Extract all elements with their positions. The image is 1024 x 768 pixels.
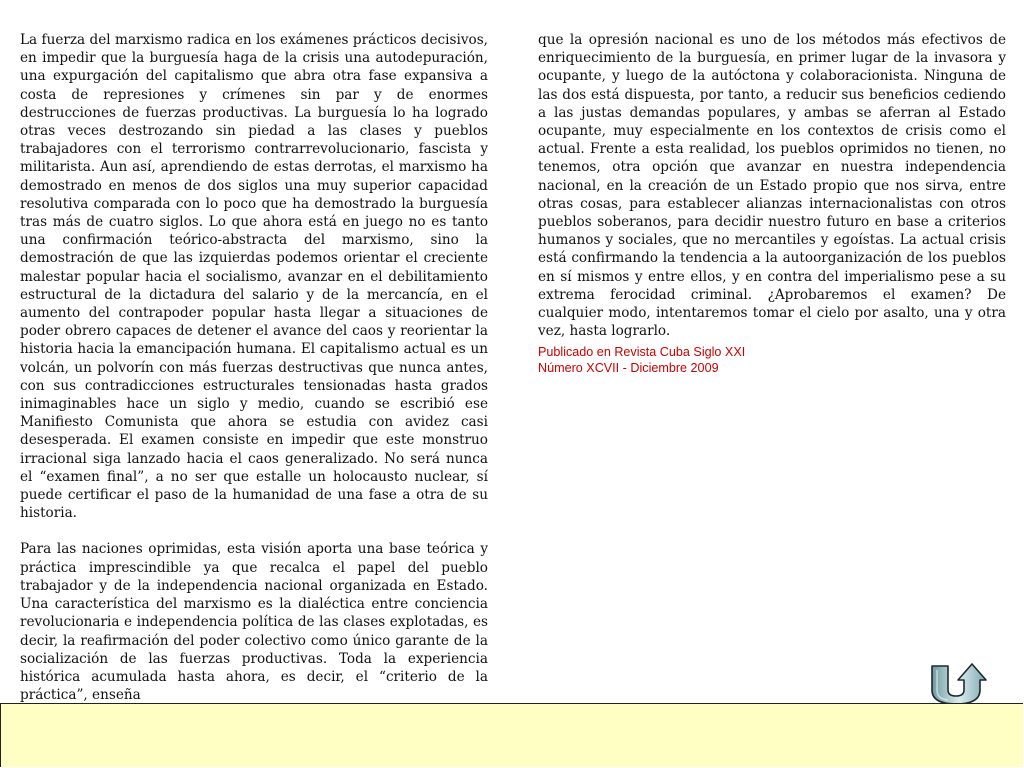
article-left-column bbox=[20, 31, 488, 704]
return-button[interactable] bbox=[928, 662, 990, 706]
article-paragraph-2: Para las naciones oprimidas, esta visión aporta una base teórica y práctica imprescindible ya que recalca el papel del pueblo trabajador y de la independencia nacional organizada en Estado. Una característica del marxismo es la dialéctica entre conciencia revolucionaria e independencia política de las clases explotadas, es decir, la reafirmación del poder colectivo como único garante de la socialización de las fuerzas productivas. Toda la experiencia histórica acumulada hasta ahora, es decir, el “criterio de la práctica”, enseña bbox=[20, 541, 488, 704]
footer-bar bbox=[0, 703, 1023, 767]
credit-line-issue: Número XCVII - Diciembre 2009 bbox=[538, 360, 719, 375]
article-paragraph-3: que la opresión nacional es uno de los métodos más efectivos de enriquecimiento de la burguesía, en primer lugar de la invasora y ocupante, y luego de la autóctona y colaboracionista. Ninguna de las dos está dispuesta, por tanto, a reducir sus beneficios cediendo a las justas demandas populares, y ambas se aferran al Estado ocupante, muy especialmente en los contextos de crisis como el actual. Frente a esta realidad, los pueblos oprimidos no tienen, no tenemos, otra opción que avanzar en nuestra independencia nacional, en la creación de un Estado propio que nos sirva, entre otras cosas, para establecer alianzas internacionalistas con otros pueblos soberanos, para decidir nuestro futuro en base a criterios humanos y sociales, que no mercantiles y egoístas. La actual crisis está confirmando la tendencia a la autoorganización de los pueblos en sí mismos y entre ellos, y en contra del imperialismo pese a su extrema ferocidad criminal. ¿Aprobaremos el examen? De cualquier modo, intentaremos tomar el cielo por asalto, una y otra vez, hasta lograrlo. bbox=[538, 32, 1006, 340]
publication-credit bbox=[538, 345, 998, 376]
return-arrow-icon bbox=[928, 662, 990, 706]
article-paragraph-1: La fuerza del marxismo radica en los exámenes prácticos decisivos, en impedir que la burguesía haga de la crisis una autodepuración, una expurgación del capitalismo que abra otra fase expansiva a costa de represiones y crímenes sin par y de enormes destrucciones de fuerzas productivas. La burguesía lo ha logrado otras veces destrozando sin piedad a las clases y pueblos trabajadores con el terrorismo contrarrevolucionario, fascista y militarista. Aun así, aprendiendo de estas derrotas, el marxismo ha demostrado en menos de dos siglos una muy superior capacidad resolutiva comparada con lo poco que ha demostrado la burguesía tras más de cuatro siglos. Lo que ahora está en juego no es tanto una confirmación teórico-abstracta del marxismo, sino la demostración de que las izquierdas podemos orientar el creciente malestar popular hacia el socialismo, avanzar en el debilitamiento estructural de la dictadura del salario y de la mercancía, en el aumento del contrapoder popular hasta llegar a situaciones de poder obrero capaces de detener el avance del caos y reorientar la historia hacia la emancipación humana. El capitalismo actual es un volcán, un polvorín con más fuerzas destructivas que nunca antes, con sus contradicciones estructurales tensionadas hasta grados inimaginables hace un siglo y medio, cuando se escribió ese Manifiesto Comunista que ahora se estudia con avidez casi desesperada. El examen consiste en impedir que este monstruo irracional siga lanzado hacia el caos generalizado. No será nunca el “examen final”, a no ser que estalle un holocausto nuclear, sí puede certificar el paso de la humanidad de una fase a otra de su historia. bbox=[20, 32, 488, 522]
article-right-column bbox=[538, 31, 1006, 351]
credit-line-publication: Publicado en Revista Cuba Siglo XXI bbox=[538, 345, 746, 359]
